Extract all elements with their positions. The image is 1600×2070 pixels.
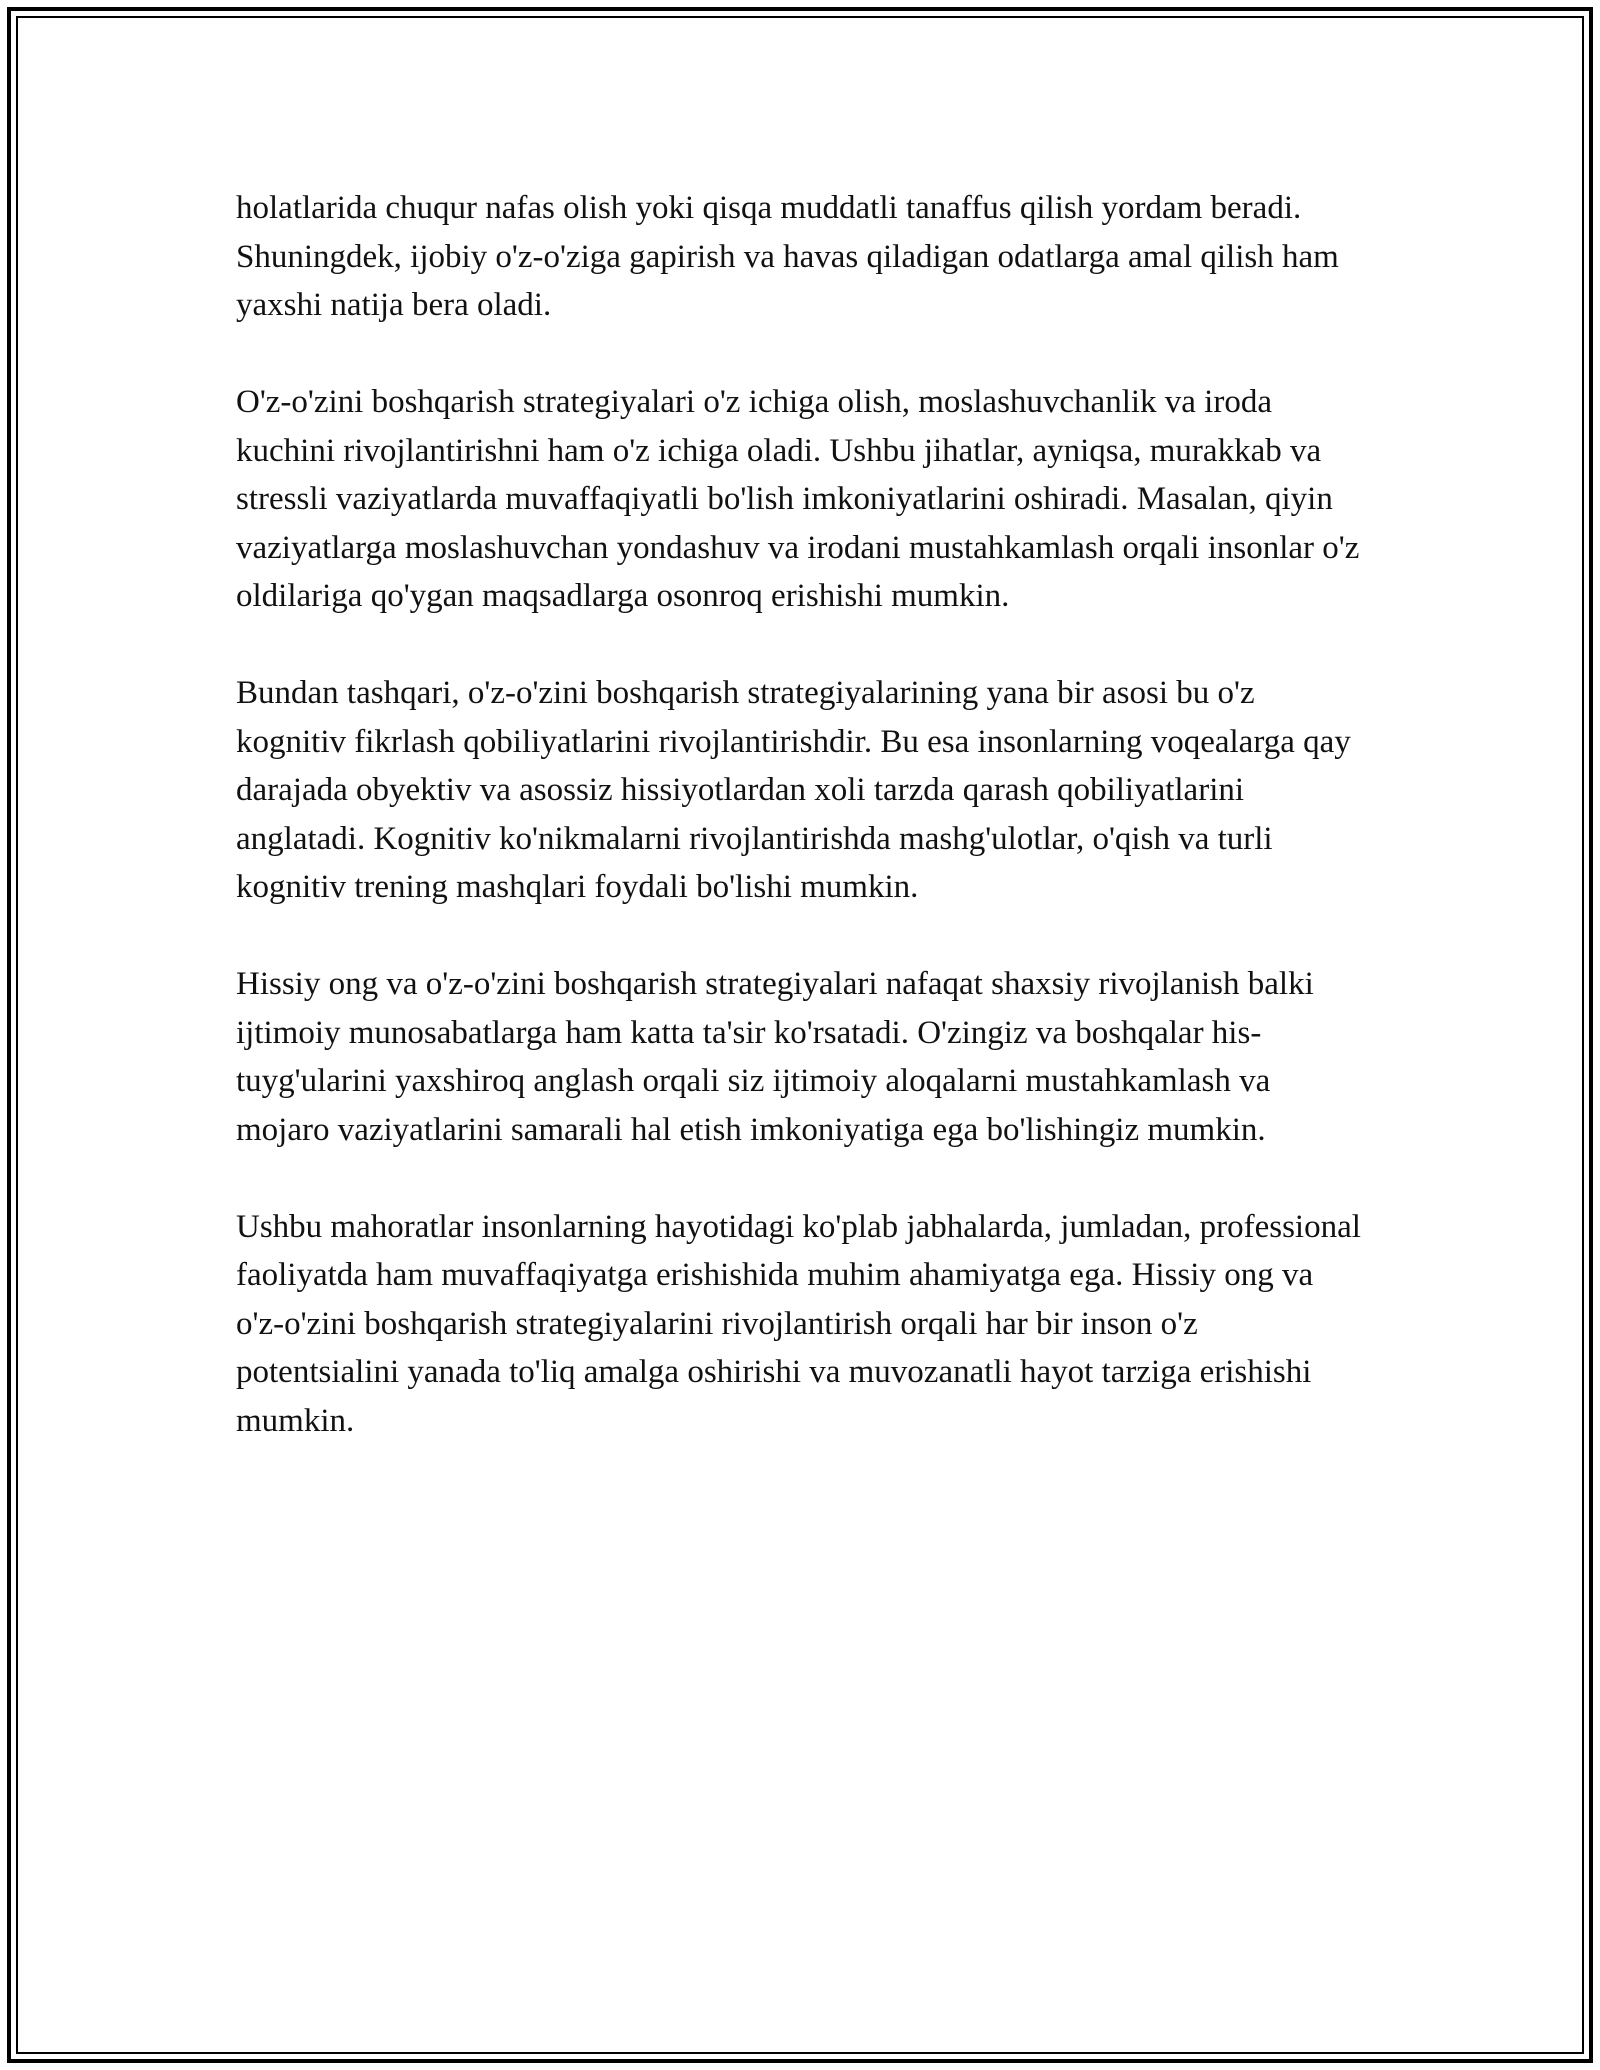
paragraph: holatlarida chuqur nafas olish yoki qisqa muddatli tanaffus qilish yordam beradi. Shuningdek, ijobiy o'z-o'ziga gapirish va havas qiladigan odatlarga amal qilish ham yaxshi natija bera oladi. — [236, 190, 1339, 323]
paragraph: Hissiy ong va o'z-o'zini boshqarish strategiyalari nafaqat shaxsiy rivojlanish balki ijtimoiy munosabatlarga ham katta ta'sir ko'rsatadi. O'zingiz va boshqalar his-tuyg'ularini yaxshiroq anglash orqali siz ijtimoiy aloqalarni mustahkamlash va mojaro vaziyatlarini samarali hal etish imkoniyatiga ega bo'lishingiz mumkin. — [236, 966, 1314, 1148]
paragraph: O'z-o'zini boshqarish strategiyalari o'z ichiga olish, moslashuvchanlik va iroda kuchini rivojlantirishni ham o'z ichiga oladi. Ushbu jihatlar, ayniqsa, murakkab va stressli vaziyatlarda muvaffaqiyatli bo'lish imkoniyatlarini oshiradi. Masalan, qiyin vaziyatlarga moslashuvchan yondashuv va irodani mustahkamlash orqali insonlar o'z oldilariga qo'ygan maqsadlarga osonroq erishishi mumkin. — [236, 384, 1360, 614]
paragraph: Bundan tashqari, o'z-o'zini boshqarish strategiyalarining yana bir asosi bu o'z kognitiv fikrlash qobiliyatlarini rivojlantirishdir. Bu esa insonlarning voqealarga qay darajada obyektiv va asossiz hissiyotlardan xoli tarzda qarash qobiliyatlarini anglatadi. Kognitiv ko'nikmalarni rivojlantirishda mashg'ulotlar, o'qish va turli kognitiv trening mashqlari foydali bo'lishi mumkin. — [236, 675, 1351, 905]
document-body — [236, 184, 1366, 1494]
paragraph: Ushbu mahoratlar insonlarning hayotidagi ko'plab jabhalarda, jumladan, professional faoliyatda ham muvaffaqiyatga erishishida muhim ahamiyatga ega. Hissiy ong va o'z-o'zini boshqarish strategiyalarini rivojlantirish orqali har bir inson o'z potentsialini yanada to'liq amalga oshirishi va muvozanatli hayot tarziga erishishi mumkin. — [236, 1208, 1361, 1439]
